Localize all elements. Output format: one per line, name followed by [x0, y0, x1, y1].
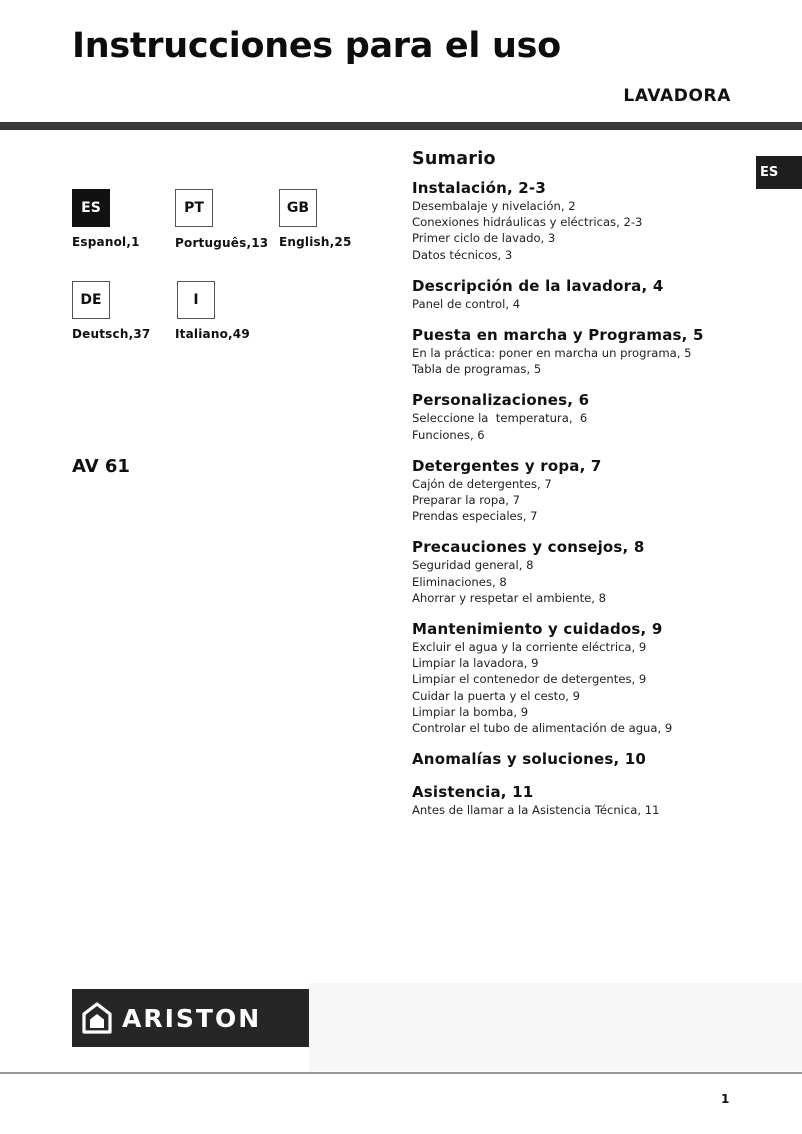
toc-section: [412, 277, 792, 312]
language-pt[interactable]: [175, 189, 268, 250]
toc-item[interactable]: Seleccione la temperatura, 6: [412, 411, 588, 426]
toc-item[interactable]: Datos técnicos, 3: [412, 247, 513, 262]
toc-section-title[interactable]: Detergentes y ropa, 7: [412, 456, 602, 475]
language-code-box[interactable]: GB: [279, 189, 317, 227]
toc-section: [412, 538, 792, 606]
toc-item[interactable]: Limpiar el contenedor de detergentes, 9: [412, 672, 647, 687]
bottom-divider: [0, 1072, 802, 1074]
toc-section-title[interactable]: Anomalías y soluciones, 10: [412, 750, 647, 769]
toc-section-title[interactable]: Instalación, 2-3: [412, 179, 546, 197]
toc-item[interactable]: Preparar la ropa, 7: [412, 493, 521, 508]
toc-item[interactable]: Desembalaje y nivelación, 2: [412, 199, 576, 213]
language-label: Italiano,49: [175, 327, 250, 341]
toc-section-title[interactable]: Descripción de la lavadora, 4: [412, 276, 664, 295]
language-side-tab[interactable]: ES: [756, 156, 802, 189]
toc-item[interactable]: Ahorrar y respetar el ambiente, 8: [412, 590, 607, 605]
toc-item[interactable]: Primer ciclo de lavado, 3: [412, 231, 556, 246]
toc-item[interactable]: Tabla de programas, 5: [412, 362, 542, 377]
toc-item[interactable]: Eliminaciones, 8: [412, 574, 507, 589]
toc-item[interactable]: Limpiar la lavadora, 9: [412, 656, 539, 671]
house-logo-icon: [82, 1002, 112, 1034]
language-label: Português,13: [175, 236, 269, 250]
language-code-box[interactable]: I: [177, 281, 215, 319]
toc-section-title[interactable]: Precauciones y consejos, 8: [412, 538, 645, 557]
toc-item[interactable]: Panel de control, 4: [412, 296, 521, 311]
footer-band: [309, 983, 802, 1071]
toc-item[interactable]: Antes de llamar a la Asistencia Técnica, 11: [412, 803, 660, 818]
language-code-box[interactable]: DE: [72, 281, 110, 319]
toc-section: [412, 179, 792, 263]
toc-section-title[interactable]: Mantenimiento y cuidados, 9: [412, 620, 663, 639]
toc-item[interactable]: Funciones, 6: [412, 427, 485, 442]
model-number: AV 61: [72, 456, 130, 477]
table-of-contents: [412, 149, 792, 832]
language-label: English,25: [279, 235, 352, 249]
toc-section: [412, 620, 792, 736]
toc-item[interactable]: Limpiar la bomba, 9: [412, 704, 529, 719]
toc-item[interactable]: Cajón de detergentes, 7: [412, 476, 552, 491]
language-code-box[interactable]: ES: [72, 189, 110, 227]
toc-item[interactable]: Controlar el tubo de alimentación de agua, 9: [412, 721, 673, 736]
toc-item[interactable]: Cuidar la puerta y el cesto, 9: [412, 688, 581, 703]
product-type: LAVADORA: [623, 86, 731, 106]
toc-section-title[interactable]: Personalizaciones, 6: [412, 391, 590, 410]
language-de[interactable]: [72, 281, 150, 341]
language-label: Deutsch,37: [72, 327, 151, 341]
language-label: Espanol,1: [72, 235, 140, 249]
language-gb[interactable]: [279, 189, 352, 249]
toc-section: [412, 326, 792, 377]
page-title: Instrucciones para el uso: [72, 26, 561, 66]
toc-item[interactable]: En la práctica: poner en marcha un programa, 5: [412, 346, 692, 361]
language-code-box[interactable]: PT: [175, 189, 213, 227]
brand-name: ARISTON: [122, 1003, 262, 1033]
toc-section: [412, 457, 792, 525]
toc-section: [412, 783, 792, 818]
toc-item[interactable]: Prendas especiales, 7: [412, 509, 538, 524]
top-divider: [0, 122, 802, 130]
language-es[interactable]: [72, 189, 140, 249]
page-number: 1: [721, 1092, 730, 1106]
toc-section-title[interactable]: Puesta en marcha y Programas, 5: [412, 326, 704, 345]
brand-logo: [72, 989, 309, 1047]
toc-item[interactable]: Seguridad general, 8: [412, 558, 534, 573]
toc-section: [412, 750, 792, 769]
toc-item[interactable]: Conexiones hidráulicas y eléctricas, 2-3: [412, 215, 643, 230]
toc-heading: Sumario: [412, 149, 496, 169]
toc-section: [412, 391, 792, 442]
language-it[interactable]: [177, 281, 250, 341]
toc-section-title[interactable]: Asistencia, 11: [412, 783, 534, 802]
toc-item[interactable]: Excluir el agua y la corriente eléctrica, 9: [412, 640, 647, 655]
